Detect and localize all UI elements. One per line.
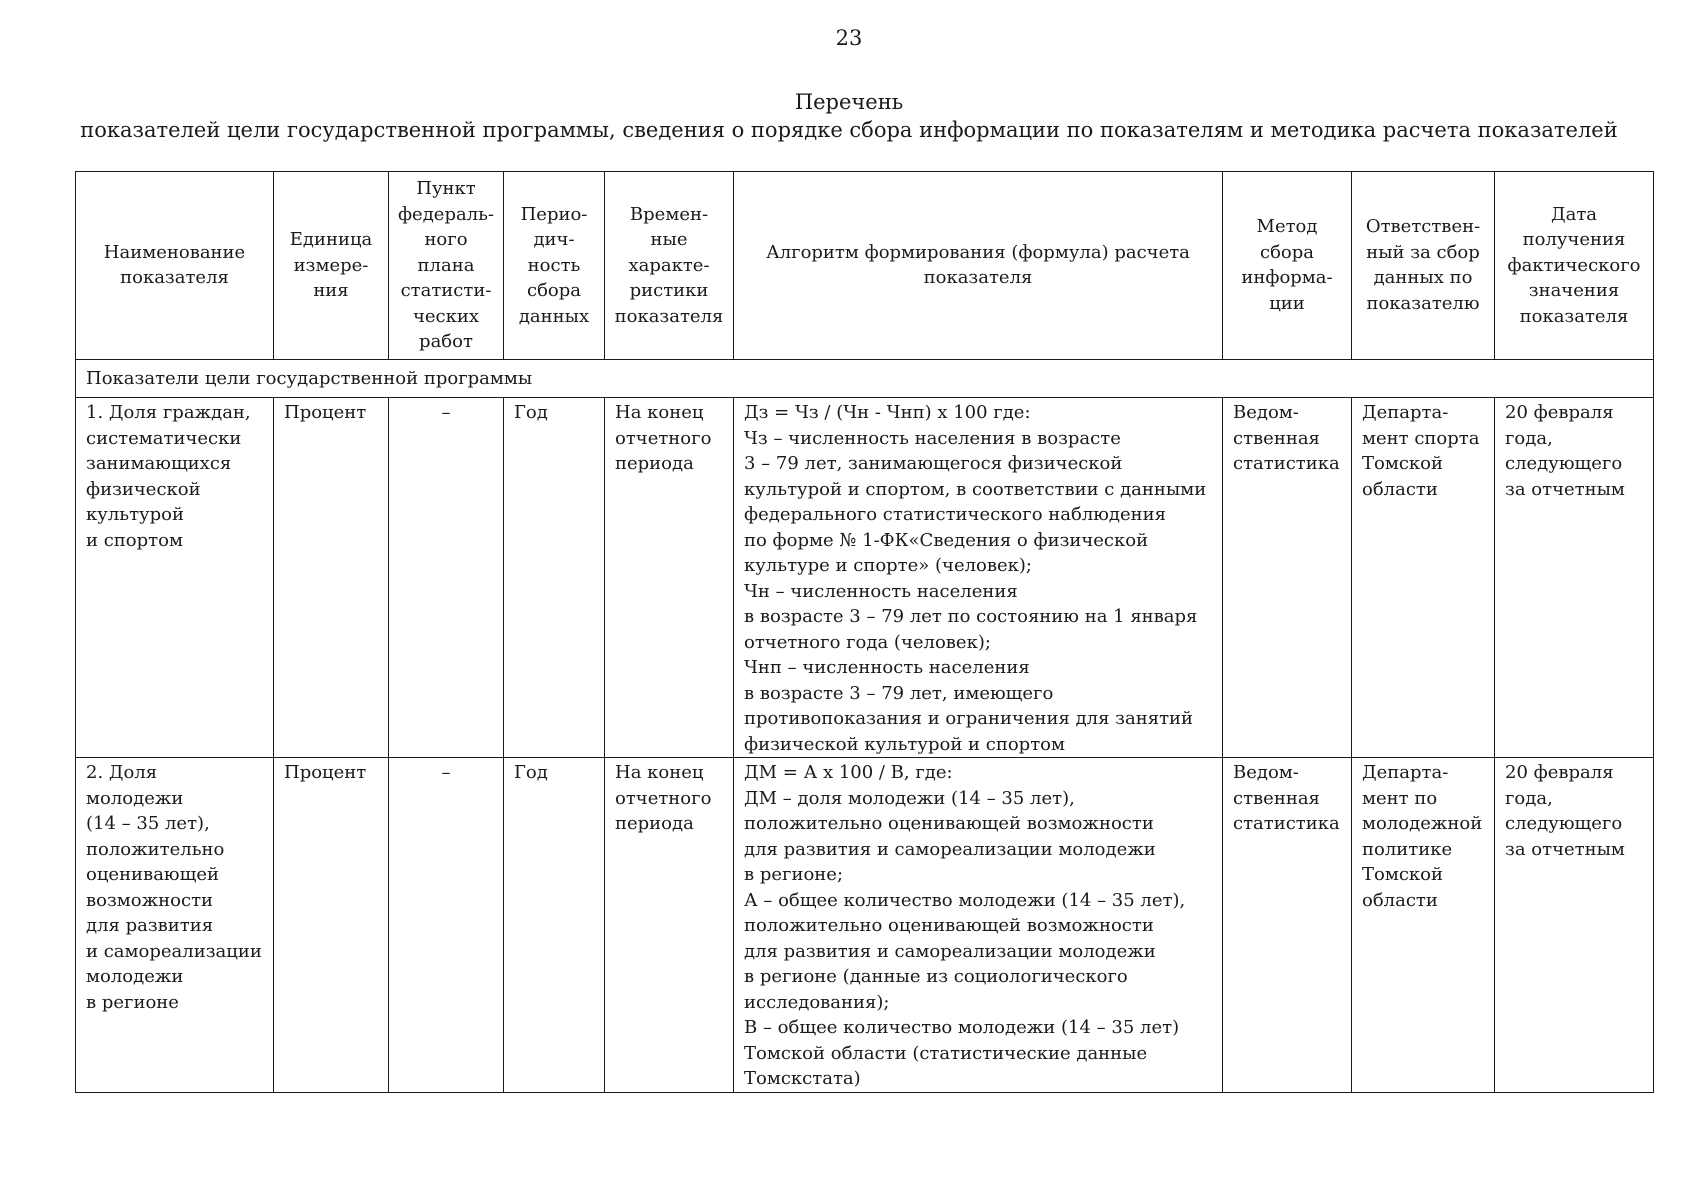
- text-line: занимающихся: [86, 453, 232, 474]
- header-indicator-name: [76, 172, 274, 360]
- text-line: Томскстата): [744, 1068, 861, 1089]
- section-label: Показатели цели государственной программы: [76, 359, 1654, 398]
- header-algorithm: [734, 172, 1223, 360]
- text-line: получения: [1522, 229, 1626, 250]
- text-line: Ведом-: [1233, 762, 1299, 783]
- text-line: для развития и самореализации молодежи: [744, 838, 1156, 860]
- text-line: сбора: [526, 280, 581, 301]
- text-line: Департа-: [1362, 402, 1449, 423]
- text-line: показателя: [614, 305, 724, 327]
- text-line: ния: [313, 280, 349, 301]
- responsible-cell: [1352, 758, 1495, 1093]
- header-unit: [274, 172, 389, 360]
- indicator-name-cell: [76, 758, 274, 1093]
- text-line: работ: [419, 331, 473, 352]
- text-line: мент спорта: [1362, 427, 1480, 449]
- algorithm-cell: [734, 398, 1223, 758]
- text-line: молодежной: [1362, 813, 1483, 834]
- text-line: 3 – 79 лет, занимающегося физической: [744, 453, 1123, 474]
- text-line: ственная: [1233, 787, 1320, 809]
- text-line: культурой и спортом, в соответствии с данными: [744, 478, 1207, 500]
- text-line: Дз = Чз / (Чн - Чнп) х 100 где:: [744, 402, 1031, 423]
- text-line: ДМ = А х 100 / В, где:: [744, 762, 953, 783]
- text-line: На конец: [615, 402, 704, 423]
- text-line: отчетного года (человек);: [744, 631, 991, 653]
- periodicity-cell: Год: [504, 398, 605, 758]
- text-line: В – общее количество молодежи (14 – 35 лет): [744, 1017, 1180, 1038]
- date-cell: [1495, 398, 1654, 758]
- text-line: Пункт: [416, 178, 476, 199]
- text-line: в регионе: [86, 991, 179, 1013]
- text-line: Томской: [1362, 864, 1444, 885]
- text-line: в регионе;: [744, 864, 844, 885]
- text-line: следующего: [1505, 453, 1623, 474]
- text-line: положительно: [86, 838, 225, 860]
- text-line: отчетного: [615, 787, 712, 809]
- text-line: значения: [1528, 280, 1620, 301]
- text-line: исследования);: [744, 991, 890, 1013]
- text-line: Томской области (статистические данные: [744, 1042, 1148, 1064]
- text-line: положительно оценивающей возможности: [744, 915, 1154, 936]
- text-line: отчетного: [615, 427, 712, 449]
- text-line: ного: [424, 229, 468, 250]
- text-line: периода: [615, 453, 694, 474]
- header-periodicity: [504, 172, 605, 360]
- table-row: [76, 758, 1654, 1093]
- text-line: статистика: [1233, 813, 1340, 834]
- text-line: ции: [1269, 292, 1305, 314]
- header-collection-method: [1223, 172, 1352, 360]
- text-line: Томской: [1362, 453, 1444, 474]
- text-line: показателя: [120, 267, 229, 289]
- text-line: данных: [518, 305, 590, 327]
- text-line: (14 – 35 лет),: [86, 813, 210, 834]
- text-line: в возрасте 3 – 79 лет по состоянию на 1 января: [744, 606, 1198, 627]
- text-line: Чн – численность населения: [744, 580, 1018, 602]
- text-line: 2. Доля: [86, 762, 158, 783]
- text-line: ристики: [629, 280, 709, 301]
- text-line: фактического: [1507, 254, 1641, 276]
- text-line: дич-: [533, 229, 575, 250]
- text-line: молодежи: [86, 787, 184, 809]
- text-line: ные: [650, 229, 688, 250]
- text-line: Чнп – численность населения: [744, 657, 1030, 678]
- text-line: возможности: [86, 889, 214, 911]
- federal-plan-item-cell: –: [389, 758, 504, 1093]
- periodicity-cell: Год: [504, 758, 605, 1093]
- text-line: ческих: [412, 305, 480, 327]
- text-line: 1. Доля граждан,: [86, 402, 251, 423]
- text-line: в регионе (данные из социологического: [744, 966, 1128, 987]
- header-actual-value-date: [1495, 172, 1654, 360]
- text-line: для развития: [86, 915, 214, 936]
- table-row: [76, 398, 1654, 758]
- text-line: в возрасте 3 – 79 лет, имеющего: [744, 682, 1054, 704]
- temporal-cell: [605, 758, 734, 1093]
- text-line: ность: [527, 254, 581, 276]
- text-line: следующего: [1505, 813, 1623, 834]
- text-line: физической культурой и спортом: [744, 733, 1065, 755]
- text-line: мент по: [1362, 787, 1438, 809]
- text-line: федерального статистического наблюдения: [744, 504, 1167, 525]
- text-line: за отчетным: [1505, 838, 1625, 860]
- header-row: [76, 172, 1654, 360]
- text-line: Перио-: [520, 203, 588, 225]
- text-line: физической: [86, 478, 201, 500]
- text-line: На конец: [615, 762, 704, 783]
- text-line: политике: [1362, 838, 1453, 860]
- text-line: положительно оценивающей возможности: [744, 813, 1154, 834]
- unit-cell: Процент: [274, 758, 389, 1093]
- text-line: показателя: [1519, 305, 1629, 327]
- text-line: Наименование: [103, 241, 246, 263]
- text-line: за отчетным: [1505, 478, 1625, 500]
- text-line: Метод: [1256, 216, 1318, 238]
- text-line: противопоказания и ограничения для занятий: [744, 708, 1194, 729]
- text-line: Дата: [1550, 203, 1598, 225]
- text-line: Ведом-: [1233, 402, 1299, 423]
- title-line-2: показателей цели государственной программы, сведения о порядке сбора информации по показателям и методика расчета показателей: [80, 118, 1618, 142]
- text-line: области: [1362, 478, 1438, 500]
- text-line: по форме № 1-ФК«Сведения о физической: [744, 529, 1149, 551]
- text-line: года,: [1505, 427, 1553, 449]
- document-title: [0, 88, 1698, 144]
- text-line: оценивающей: [86, 864, 219, 885]
- algorithm-cell: [734, 758, 1223, 1093]
- text-line: показателя: [923, 267, 1033, 289]
- text-line: Чз – численность населения в возрасте: [744, 427, 1121, 449]
- text-line: Департа-: [1362, 762, 1449, 783]
- date-cell: [1495, 758, 1654, 1093]
- text-line: области: [1362, 889, 1438, 911]
- header-responsible: [1352, 172, 1495, 360]
- text-line: ДМ – доля молодежи (14 – 35 лет),: [744, 787, 1075, 809]
- text-line: данных по: [1373, 267, 1473, 289]
- text-line: Времен-: [629, 203, 709, 225]
- text-line: измере-: [293, 254, 369, 276]
- text-line: статистика: [1233, 453, 1340, 474]
- text-line: Единица: [289, 229, 373, 250]
- page-number: 23: [835, 26, 863, 50]
- text-line: 20 февраля: [1505, 762, 1614, 783]
- text-line: периода: [615, 813, 694, 834]
- text-line: федераль-: [397, 203, 495, 225]
- federal-plan-item-cell: –: [389, 398, 504, 758]
- text-line: для развития и самореализации молодежи: [744, 940, 1156, 962]
- text-line: культурой: [86, 504, 184, 525]
- text-line: Ответствен-: [1365, 216, 1481, 238]
- text-line: показателю: [1366, 292, 1480, 314]
- method-cell: [1223, 398, 1352, 758]
- text-line: ственная: [1233, 427, 1320, 449]
- text-line: и самореализации: [86, 940, 262, 962]
- text-line: статисти-: [400, 280, 492, 301]
- text-line: Алгоритм формирования (формула) расчета: [766, 241, 1190, 263]
- temporal-cell: [605, 398, 734, 758]
- text-line: 20 февраля: [1505, 402, 1614, 423]
- text-line: года,: [1505, 787, 1553, 809]
- section-row: [76, 359, 1654, 398]
- text-line: ный за сбор: [1366, 241, 1480, 263]
- indicator-name-cell: [76, 398, 274, 758]
- responsible-cell: [1352, 398, 1495, 758]
- text-line: А – общее количество молодежи (14 – 35 лет),: [744, 889, 1186, 911]
- indicators-table: [75, 171, 1654, 1093]
- unit-cell: Процент: [274, 398, 389, 758]
- header-federal-plan-item: [389, 172, 504, 360]
- text-line: информа-: [1241, 267, 1333, 289]
- text-line: плана: [417, 254, 475, 276]
- title-line-1: Перечень: [794, 90, 904, 114]
- text-line: систематически: [86, 427, 242, 449]
- method-cell: [1223, 758, 1352, 1093]
- text-line: молодежи: [86, 966, 184, 987]
- text-line: культуре и спорте» (человек);: [744, 555, 1032, 576]
- text-line: сбора: [1259, 241, 1314, 263]
- text-line: и спортом: [86, 529, 183, 551]
- text-line: характе-: [628, 254, 710, 276]
- header-temporal-characteristics: [605, 172, 734, 360]
